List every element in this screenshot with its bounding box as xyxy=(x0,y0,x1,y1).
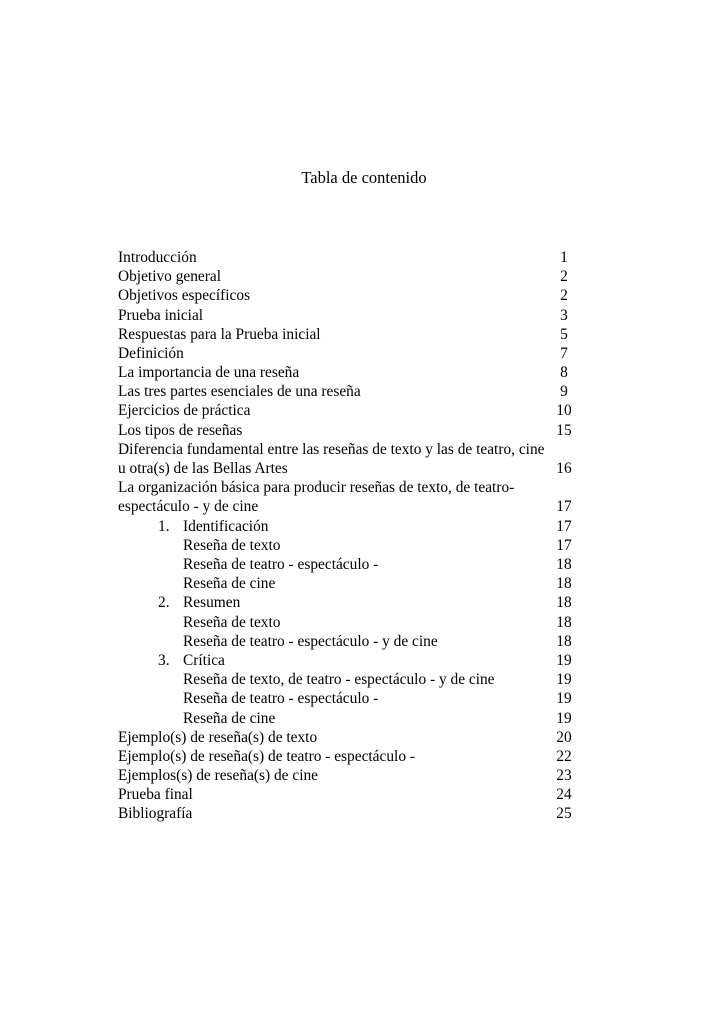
toc-entry xyxy=(118,248,578,267)
toc-subentry xyxy=(118,555,578,574)
toc-entry xyxy=(118,785,578,804)
toc-entry xyxy=(118,382,578,401)
toc-entry xyxy=(118,728,578,747)
toc-entry-text: Reseña de texto xyxy=(183,536,281,554)
toc-entry-text: Reseña de cine xyxy=(183,709,276,727)
toc-entry-page: 17 xyxy=(556,498,572,516)
toc-entry-text: Objetivos específicos xyxy=(118,287,251,305)
toc-entry-text: Ejemplo(s) de reseña(s) de teatro - espectáculo - xyxy=(118,747,415,765)
toc-subentry xyxy=(118,632,578,651)
toc-entry xyxy=(118,306,578,325)
toc-entry-page: 18 xyxy=(556,594,572,612)
toc-subentry xyxy=(118,613,578,632)
toc-subentry xyxy=(118,709,578,728)
toc-entry-text: Ejemplos(s) de reseña(s) de cine xyxy=(118,767,318,785)
toc-entry-number: 3. xyxy=(158,651,170,669)
toc-entry-page: 2 xyxy=(560,268,568,286)
toc-entry xyxy=(118,325,578,344)
toc-entry-page: 18 xyxy=(556,575,572,593)
toc-entry xyxy=(118,286,578,305)
toc-entry-text: Los tipos de reseñas xyxy=(118,421,243,439)
toc-entry-page: 10 xyxy=(556,402,572,420)
toc-entry-text: Bibliografía xyxy=(118,805,193,823)
toc-entry-page: 19 xyxy=(556,690,572,708)
toc-entry-label: Resumen xyxy=(183,594,241,612)
toc-subentry xyxy=(118,670,578,689)
toc-entry-page: 3 xyxy=(560,306,568,324)
toc-entry-text: Reseña de teatro - espectáculo - xyxy=(183,556,379,574)
toc-entry-page: 16 xyxy=(556,460,572,478)
toc-entry xyxy=(118,804,578,823)
toc-entry-text: Prueba inicial xyxy=(118,306,204,324)
toc-entry-page: 23 xyxy=(556,767,572,785)
toc-entry-page: 22 xyxy=(556,747,572,765)
table-of-contents xyxy=(118,248,578,824)
toc-entry-number: 2. xyxy=(158,594,170,612)
toc-entry-label: Crítica xyxy=(183,651,225,669)
toc-entry-page: 19 xyxy=(556,651,572,669)
toc-entry-page: 7 xyxy=(560,344,568,362)
toc-entry xyxy=(118,363,578,382)
toc-subentry xyxy=(118,574,578,593)
toc-entry xyxy=(118,440,578,478)
toc-entry-text: La importancia de una reseña xyxy=(118,364,300,382)
toc-entry-text: Respuestas para la Prueba inicial xyxy=(118,325,321,343)
toc-entry-text: La organización básica para producir reseñas de texto, de teatro- espectáculo - y de cine xyxy=(118,479,515,516)
toc-entry-text: Reseña de cine xyxy=(183,575,276,593)
toc-entry-page: 5 xyxy=(560,325,568,343)
toc-subentry xyxy=(118,517,578,536)
toc-entry-text: Reseña de teatro - espectáculo - y de cine xyxy=(183,632,438,650)
toc-entry-text: Reseña de texto xyxy=(183,613,281,631)
toc-entry xyxy=(118,766,578,785)
toc-entry-text: Definición xyxy=(118,344,184,362)
toc-entry-page: 15 xyxy=(556,421,572,439)
toc-entry-page: 19 xyxy=(556,671,572,689)
toc-entry-page: 18 xyxy=(556,613,572,631)
toc-entry xyxy=(118,747,578,766)
toc-entry-page: 17 xyxy=(556,517,572,535)
toc-entry-page: 17 xyxy=(556,536,572,554)
toc-subentry xyxy=(118,593,578,612)
toc-subentry xyxy=(118,536,578,555)
toc-entry-page: 8 xyxy=(560,364,568,382)
toc-entry-text: Reseña de texto, de teatro - espectáculo - y de cine xyxy=(183,671,495,689)
toc-entry-label: Identificación xyxy=(183,517,269,535)
toc-entry-page: 18 xyxy=(556,632,572,650)
toc-entry-text: Las tres partes esenciales de una reseña xyxy=(118,383,361,401)
toc-entry-page: 1 xyxy=(560,248,568,266)
toc-entry-text xyxy=(118,651,548,670)
toc-entry-text: Reseña de teatro - espectáculo - xyxy=(183,690,379,708)
toc-entry-page: 20 xyxy=(556,728,572,746)
toc-entry-text: Ejercicios de práctica xyxy=(118,402,251,420)
toc-title: Tabla de contenido xyxy=(301,168,427,187)
toc-entry xyxy=(118,267,578,286)
toc-subentry xyxy=(118,689,578,708)
toc-entry-text: Introducción xyxy=(118,248,197,266)
toc-entry-text xyxy=(118,593,548,612)
toc-entry xyxy=(118,344,578,363)
toc-entry-page: 19 xyxy=(556,709,572,727)
toc-entry xyxy=(118,421,578,440)
toc-entry-text xyxy=(118,517,548,536)
toc-entry xyxy=(118,402,578,421)
toc-entry-page: 25 xyxy=(556,805,572,823)
toc-entry-page: 2 xyxy=(560,287,568,305)
toc-entry-page: 18 xyxy=(556,556,572,574)
toc-entry-text: Diferencia fundamental entre las reseñas de texto y las de teatro, cine u otra(s) de las Bellas Artes xyxy=(118,440,545,478)
toc-entry-page: 9 xyxy=(560,383,568,401)
toc-entry-text: Objetivo general xyxy=(118,268,221,286)
toc-entry xyxy=(118,478,578,516)
toc-entry-text: Prueba final xyxy=(118,786,193,804)
toc-entry-page: 24 xyxy=(556,786,572,804)
toc-entry-number: 1. xyxy=(158,517,170,535)
toc-entry-text: Ejemplo(s) de reseña(s) de texto xyxy=(118,728,318,746)
toc-subentry xyxy=(118,651,578,670)
